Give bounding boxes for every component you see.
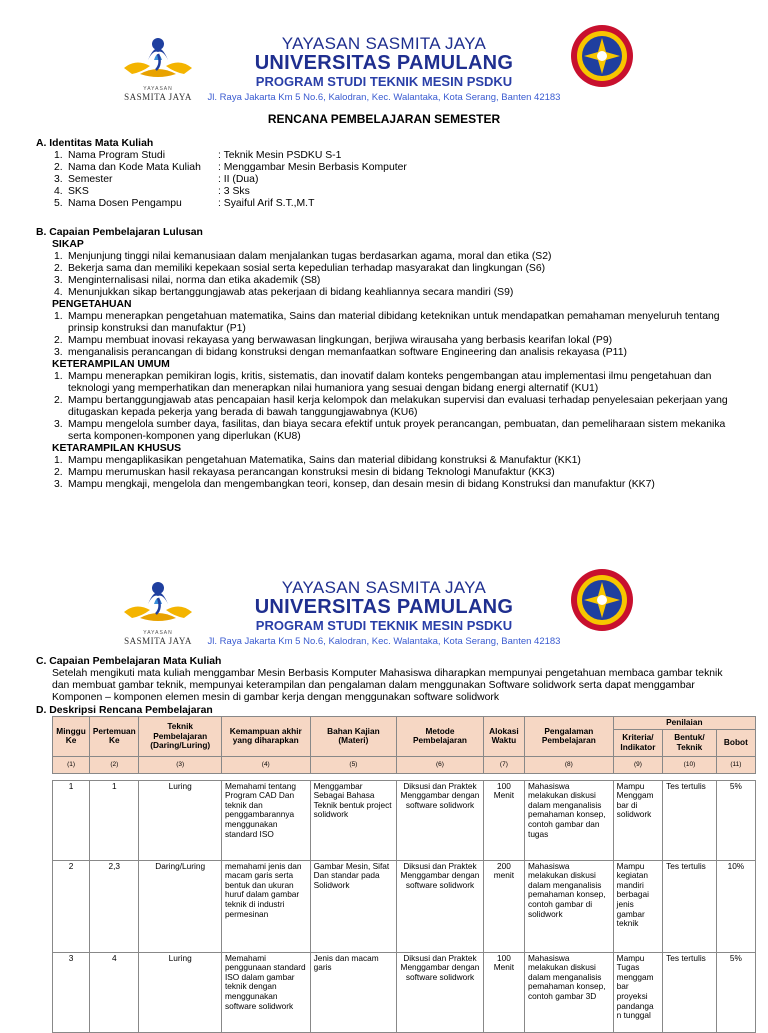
yayasan-name: YAYASAN SASMITA JAYA	[281, 34, 487, 53]
list-item: 2. Bekerja sama dan memiliki kepekaan sosial serta kepedulian terhadap masyarakat dan lingkungan (S6)	[54, 263, 546, 274]
col-index: (11)	[716, 756, 755, 773]
col-bentuk: Bentuk/ Teknik	[663, 729, 717, 756]
university-seal-icon	[570, 24, 634, 88]
col-kemampuan: Kemampuan akhir yang diharapkan	[221, 717, 310, 757]
address: Jl. Raya Jakarta Km 5 No.6, Kalodran, Kec. Walantaka, Kota Serang, Banten 42183	[207, 636, 561, 647]
table-row: 1 1 Luring Memahami tentang Program CAD Dan teknik dan penggambarannya menggunakan standard ISO Menggambar Sebagai Bahasa Teknik bentuk project solidwork Diksusi dan Praktek Menggambar dengan software solidwork 100 Menit Mahasiswa melakukan diskusi dalam menganalisis pemahaman konsep, contoh gambar dan tugas Mampu Menggam bar di solidwork Tes tertulis 5%	[53, 780, 756, 860]
list-item: 3. menganalisis perancangan di bidang konstruksi dengan memanfaatkan software Engineering dan analisis rekayasa (P11)	[54, 347, 627, 358]
col-index: (3)	[139, 756, 221, 773]
col-index: (8)	[525, 756, 614, 773]
logo-caption-yayasan: YAYASAN	[143, 86, 173, 92]
col-index: (9)	[613, 756, 662, 773]
col-alokasi: Alokasi Waktu	[483, 717, 524, 757]
university-name: UNIVERSITAS PAMULANG	[254, 596, 514, 618]
col-index: (10)	[663, 756, 717, 773]
section-cpl	[36, 227, 756, 491]
university-seal	[570, 568, 634, 632]
section-a-heading: A. Identitas Mata Kuliah	[36, 138, 154, 149]
section-cpmk	[36, 656, 756, 704]
section-b-heading: B. Capaian Pembelajaran Lulusan	[36, 227, 203, 238]
program-name: PROGRAM STUDI TEKNIK MESIN PSDKU	[255, 74, 513, 89]
university-seal	[570, 24, 634, 88]
list-item: 3. Mampu mengkaji, mengelola dan mengembangkan teori, konsep, dan desain mesin di bidang Konstruksi dan manufaktur (KK7)	[54, 479, 655, 490]
university-seal-icon	[570, 568, 634, 632]
list-item: 1. Mampu mengaplikasikan pengetahuan Matematika, Sains dan material dibidang konstruksi & Manufaktur (KK1)	[54, 455, 581, 466]
col-index: (6)	[397, 756, 484, 773]
col-kriteria: Kriteria/ Indikator	[613, 729, 662, 756]
sikap-title: SIKAP	[52, 239, 84, 250]
col-index: (4)	[221, 756, 310, 773]
col-bahan: Bahan Kajian (Materi)	[310, 717, 397, 757]
list-item: 1. Mampu menerapkan pengetahuan matematika, Sains dan material dibidang keteknikan untuk mendapatkan pemahaman menyeluruh tentang prinsip konstruksi dan manufaktur (P1)	[54, 311, 720, 334]
col-minggu: Minggu Ke	[53, 717, 90, 757]
address: Jl. Raya Jakarta Km 5 No.6, Kalodran, Kec. Walantaka, Kota Serang, Banten 42183	[207, 92, 561, 103]
section-identitas	[36, 138, 756, 210]
identity-item: 3. Semester : II (Dua)	[54, 174, 259, 185]
list-item: 2. Mampu merumuskan hasil rekayasa perancangan konstruksi mesin di bidang Teknologi Manufaktur (KK3)	[54, 467, 555, 478]
keterampilan-khusus-title: KETARAMPILAN KHUSUS	[52, 443, 182, 454]
list-item: 1. Mampu menerapkan pemikiran logis, kritis, sistematis, dan inovatif dalam konteks pengembangan atau implementasi ilmu pengetahuan dan teknologi yang memperhatikan dan menerapkan nilai humaniora yang sesuai dengan bidang energi alternatif (KU1)	[54, 371, 712, 394]
identity-item: 4. SKS : 3 Sks	[54, 186, 250, 197]
section-c-heading: C. Capaian Pembelajaran Mata Kuliah	[36, 656, 222, 667]
table-row: 2 2,3 Daring/Luring memahami jenis dan macam garis serta bentuk dan ukuran huruf dalam gambar teknik di industri permesinan Gambar Mesin, Sifat Dan standar pada Solidwork Diksusi dan Praktek Menggambar dengan software solidwork 200 menit Mahasiswa melakukan diskusi dalam menganalisis pemahaman konsep, contoh gambar di solidwork Mampu kegiatan mandiri berbagai jenis gambar teknik Tes tertulis 10%	[53, 860, 756, 952]
list-item: 3. Mampu mengelola sumber daya, fasilitas, dan biaya secara efektif untuk proyek perancangan, pembuatan, dan pemeliharaan sistem mekanika serta komponen-komponen yang diperlukan (KU8)	[54, 419, 726, 442]
pengetahuan-title: PENGETAHUAN	[52, 299, 132, 310]
keterampilan-umum-title: KETERAMPILAN UMUM	[52, 359, 170, 370]
logo-caption: SASMITA JAYA	[124, 92, 192, 102]
university-name: UNIVERSITAS PAMULANG	[254, 52, 514, 74]
list-item: 2. Mampu membuat inovasi rekayasa yang berwawasan lingkungan, berjiwa wirausaha yang berbasis kearifan lokal (P9)	[54, 335, 613, 346]
col-penilaian: Penilaian	[613, 717, 755, 730]
identity-item: 2. Nama dan Kode Mata Kuliah : Menggambar Mesin Berbasis Komputer	[54, 162, 407, 173]
table-row: 3 4 Luring Memahami penggunaan standard ISO dalam gambar teknik dengan menggunakan software solidwork Jenis dan macam garis Diksusi dan Praktek Menggambar dengan software solidwork 100 Menit Mahasiswa melakukan diskusi dalam menganalisis pemahaman konsep, contoh gambar 3D Mampu Tugas menggam bar proyeksi pandanga n tunggal Tes tertulis 5%	[53, 952, 756, 1032]
logo-caption: SASMITA JAYA	[124, 636, 192, 646]
section-d-heading: D. Deskripsi Rencana Pembelajaran	[36, 705, 213, 716]
rps-table	[52, 716, 756, 1033]
cpmk-text: Setelah mengikuti mata kuliah menggambar Mesin Berbasis Komputer Mahasiswa diharapkan mempunyai pengetahuan membaca gambar teknik dan membuat gambar teknik, mempunyai keterampilan dan pengalaman dalam menggunakan Software solidwork serta dapat menggambar Komponen – komponen elemen mesin di gambar kerja dengan menggunakan software solidwork	[52, 668, 723, 703]
col-index: (2)	[90, 756, 139, 773]
col-pengalaman: Pengalaman Pembelajaran	[525, 717, 614, 757]
col-pertemuan: Pertemuan Ke	[90, 717, 139, 757]
identity-item: 1. Nama Program Studi : Teknik Mesin PSDKU S-1	[54, 150, 342, 161]
list-item: 4. Menunjukkan sikap bertanggungjawab atas pekerjaan di bidang keahliannya secara mandiri (S9)	[54, 287, 514, 298]
document-title: RENCANA PEMBELAJARAN SEMESTER	[267, 112, 501, 126]
list-item: 3. Menginternalisasi nilai, norma dan etika akademik (S8)	[54, 275, 321, 286]
identity-item: 5. Nama Dosen Pengampu : Syaiful Arif S.T.,M.T	[54, 198, 315, 209]
yayasan-name: YAYASAN SASMITA JAYA	[281, 578, 487, 597]
col-index: (5)	[310, 756, 397, 773]
program-name: PROGRAM STUDI TEKNIK MESIN PSDKU	[255, 618, 513, 633]
col-index: (7)	[483, 756, 524, 773]
col-index: (1)	[53, 756, 90, 773]
list-item: 1. Menjunjung tinggi nilai kemanusiaan dalam menjalankan tugas berdasarkan agama, moral dan etika (S2)	[54, 251, 552, 262]
logo-caption-yayasan: YAYASAN	[143, 630, 173, 636]
col-metode: Metode Pembelajaran	[397, 717, 484, 757]
col-bobot: Bobot	[716, 729, 755, 756]
list-item: 2. Mampu bertanggungjawab atas pencapaian hasil kerja kelompok dan melakukan supervisi dan evaluasi terhadap penyelesaian pekerjaan yang ditugaskan kepada pekerja yang berada di bawah tanggungjawabnya (KU6)	[54, 395, 728, 418]
col-teknik: Teknik Pembelajaran (Daring/Luring)	[139, 717, 221, 757]
